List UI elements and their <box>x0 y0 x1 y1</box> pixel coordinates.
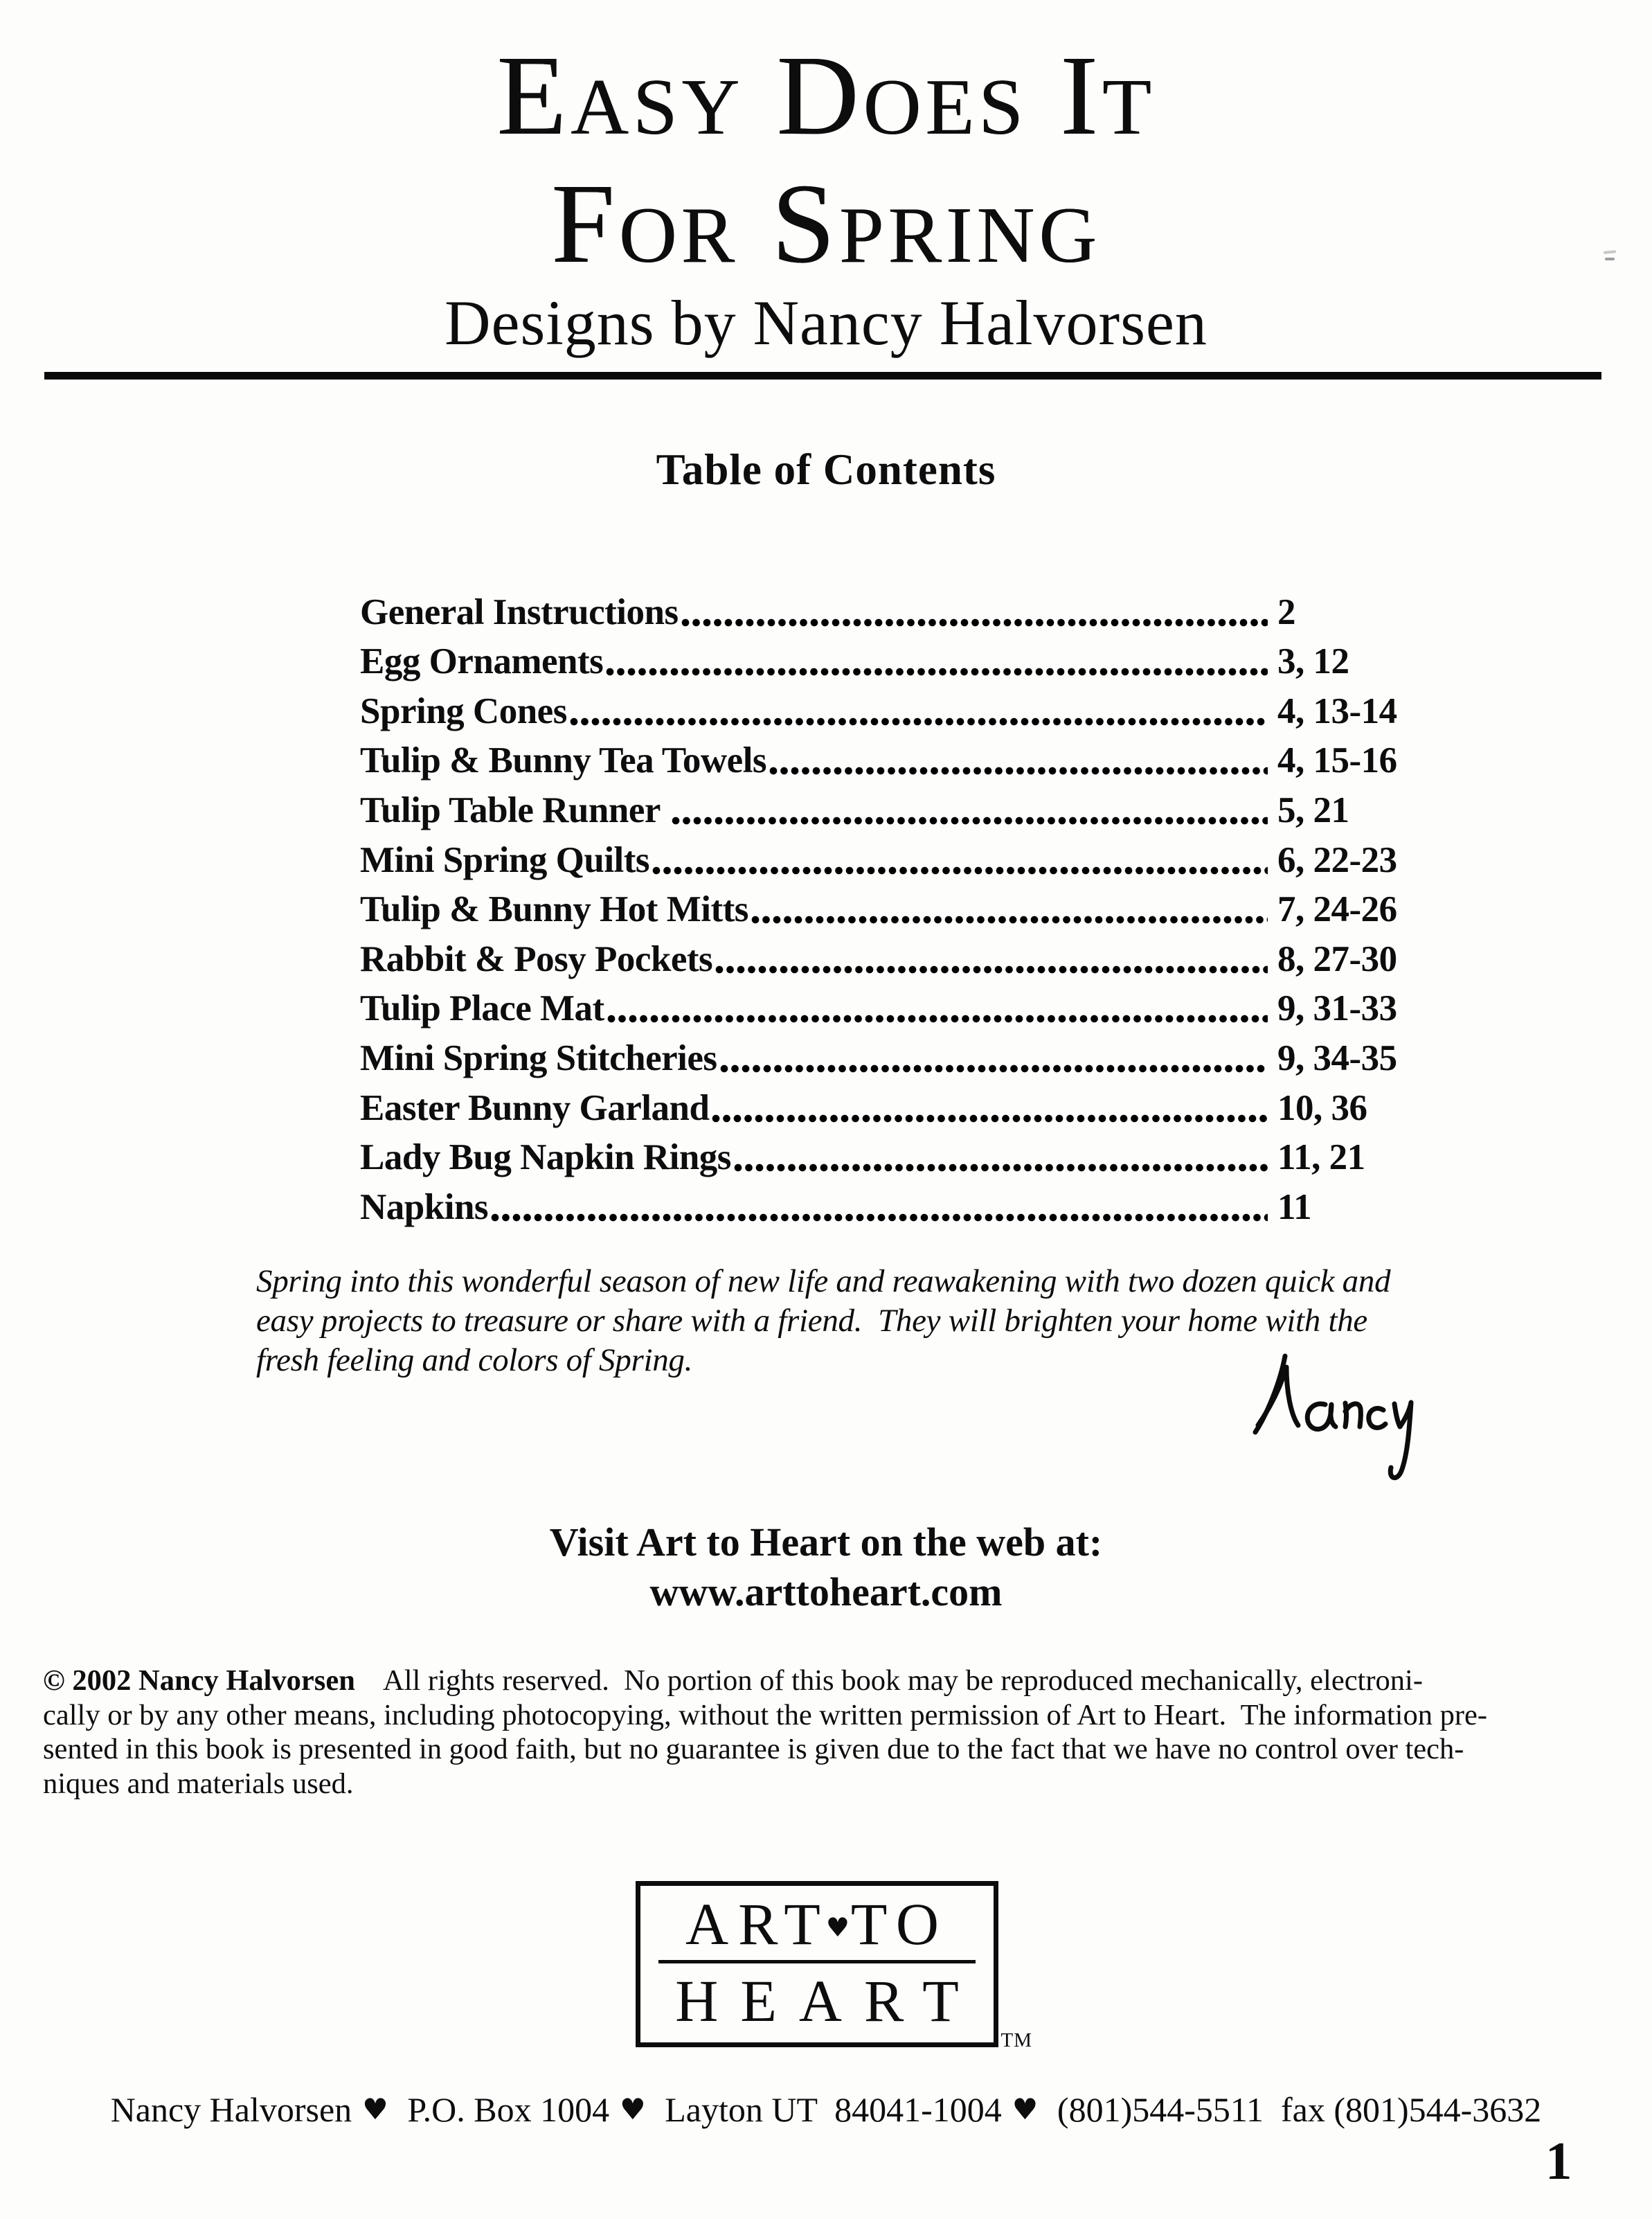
toc-entry <box>360 784 1451 834</box>
toc-entry <box>360 933 1451 983</box>
book-title-line1: Easy Does It <box>496 32 1156 159</box>
toc-entry-pages: 9, 31-33 <box>1277 988 1397 1029</box>
toc-dot-leader <box>751 916 1268 924</box>
heart-icon: ♥ <box>620 2092 646 2126</box>
toc-dot-leader <box>720 1064 1268 1073</box>
toc-entry <box>360 735 1451 785</box>
toc-heading: Table of Contents <box>656 445 996 494</box>
logo-word-heart: HEART <box>675 1967 981 2034</box>
toc-entry-label: Tulip Place Mat <box>360 988 604 1029</box>
toc-entry-label: Easter Bunny Garland <box>360 1087 710 1128</box>
toc-entry <box>360 685 1451 735</box>
address-segment: (801)544-5511 fax (801)544-3632 <box>1057 2090 1542 2129</box>
toc-entry-label: Rabbit & Posy Pockets <box>360 938 713 979</box>
toc-entry-pages: 5, 21 <box>1277 790 1349 830</box>
book-title-line2: For Spring <box>551 159 1101 287</box>
nancy-signature <box>1241 1348 1435 1493</box>
logo-top-line <box>685 1890 949 1957</box>
toc-entry <box>360 1032 1451 1082</box>
toc-dot-leader <box>606 668 1268 676</box>
web-url: www.arttoheart.com <box>649 1569 1003 1614</box>
table-of-contents <box>360 586 1451 1231</box>
scan-artifact <box>1605 258 1615 260</box>
art-to-heart-logo <box>636 1881 1032 2051</box>
toc-dot-leader <box>491 1213 1268 1222</box>
copyright-text: niques and materials used. <box>43 1767 354 1800</box>
toc-entry-label: General Instructions <box>360 591 679 632</box>
toc-entry-label: Tulip Table Runner <box>360 790 669 830</box>
toc-entry-label: Tulip & Bunny Hot Mitts <box>360 889 748 930</box>
toc-dot-leader <box>652 866 1268 875</box>
toc-dot-leader <box>769 767 1268 775</box>
toc-entry-label: Tulip & Bunny Tea Towels <box>360 740 767 781</box>
toc-entry-pages: 11, 21 <box>1277 1137 1365 1178</box>
copyright-text: sented in this book is presented in good faith, but no guarantee is given due to the fact that we have no control over tech- <box>43 1733 1464 1765</box>
toc-entry <box>360 834 1451 884</box>
toc-dot-leader <box>715 965 1268 974</box>
intro-line: fresh feeling and colors of Spring. <box>256 1342 693 1378</box>
copyright-text: cally or by any other means, including photocopying, without the written permission of Art to Heart. The information pre- <box>43 1698 1487 1731</box>
toc-entry-pages: 4, 15-16 <box>1277 740 1397 781</box>
toc-entry-pages: 3, 12 <box>1277 641 1349 682</box>
toc-dot-leader <box>712 1114 1268 1123</box>
toc-dot-leader <box>681 618 1268 627</box>
toc-entry-pages: 9, 34-35 <box>1277 1037 1397 1078</box>
trademark-symbol: TM <box>1000 2029 1032 2051</box>
intro-paragraph <box>256 1262 1390 1380</box>
copyright-line <box>43 1664 1628 1698</box>
logo-word-to: TO <box>850 1890 949 1957</box>
toc-entry-pages: 10, 36 <box>1277 1087 1367 1128</box>
logo-word-art: ART <box>685 1890 830 1957</box>
toc-entry-label: Spring Cones <box>360 690 567 731</box>
toc-entry <box>360 636 1451 686</box>
copyright-paragraph <box>43 1664 1628 1801</box>
copyright-text: All rights reserved. No portion of this book may be reproduced mechanically, electroni- <box>354 1664 1423 1697</box>
toc-entry <box>360 884 1451 934</box>
toc-dot-leader <box>570 718 1268 726</box>
web-callout: Visit Art to Heart on the web at: <box>549 1520 1103 1565</box>
address-segment: Nancy Halvorsen <box>110 2090 352 2129</box>
toc-entry-label: Egg Ornaments <box>360 641 604 682</box>
book-subtitle: Designs by Nancy Halvorsen <box>445 287 1207 358</box>
intro-line: easy projects to treasure or share with a friend. They will brighten your home with the <box>256 1303 1367 1339</box>
toc-entry-label: Lady Bug Napkin Rings <box>360 1137 731 1178</box>
heart-icon: ♥ <box>362 2092 388 2126</box>
toc-entry-pages: 7, 24-26 <box>1277 889 1397 930</box>
toc-entry <box>360 1082 1451 1132</box>
logo-divider <box>658 1960 976 1963</box>
toc-entry <box>360 983 1451 1033</box>
toc-entry-pages: 4, 13-14 <box>1277 690 1397 731</box>
toc-entry-pages: 6, 22-23 <box>1277 839 1397 880</box>
toc-entry-label: Mini Spring Stitcheries <box>360 1037 717 1078</box>
toc-entry-label: Napkins <box>360 1186 489 1227</box>
toc-dot-leader <box>672 817 1268 825</box>
toc-entry-label: Mini Spring Quilts <box>360 839 650 880</box>
book-title <box>0 32 1652 288</box>
toc-entry-pages: 2 <box>1277 591 1295 632</box>
toc-entry <box>360 1132 1451 1182</box>
page-number: 1 <box>1545 2131 1572 2191</box>
address-segment: P.O. Box 1004 <box>407 2090 610 2129</box>
toc-entry <box>360 1181 1451 1231</box>
copyright-line <box>43 1698 1628 1733</box>
copyright-bold: © 2002 Nancy Halvorsen <box>43 1664 355 1697</box>
heart-icon: ♥ <box>1012 2092 1039 2126</box>
toc-entry-pages: 11 <box>1277 1186 1312 1227</box>
toc-entry-pages: 8, 27-30 <box>1277 938 1397 979</box>
address-segment: Layton UT 84041-1004 <box>665 2090 1002 2129</box>
publisher-address <box>0 2089 1652 2130</box>
heart-icon: ♥ <box>825 1911 850 1943</box>
toc-dot-leader <box>734 1164 1268 1172</box>
copyright-line <box>43 1767 1628 1801</box>
intro-line: Spring into this wonderful season of new life and reawakening with two dozen quick and <box>256 1263 1391 1299</box>
copyright-line <box>43 1732 1628 1767</box>
toc-entry <box>360 586 1451 636</box>
title-divider-rule <box>44 372 1601 380</box>
toc-dot-leader <box>607 1015 1268 1023</box>
web-block <box>0 1522 1652 1612</box>
